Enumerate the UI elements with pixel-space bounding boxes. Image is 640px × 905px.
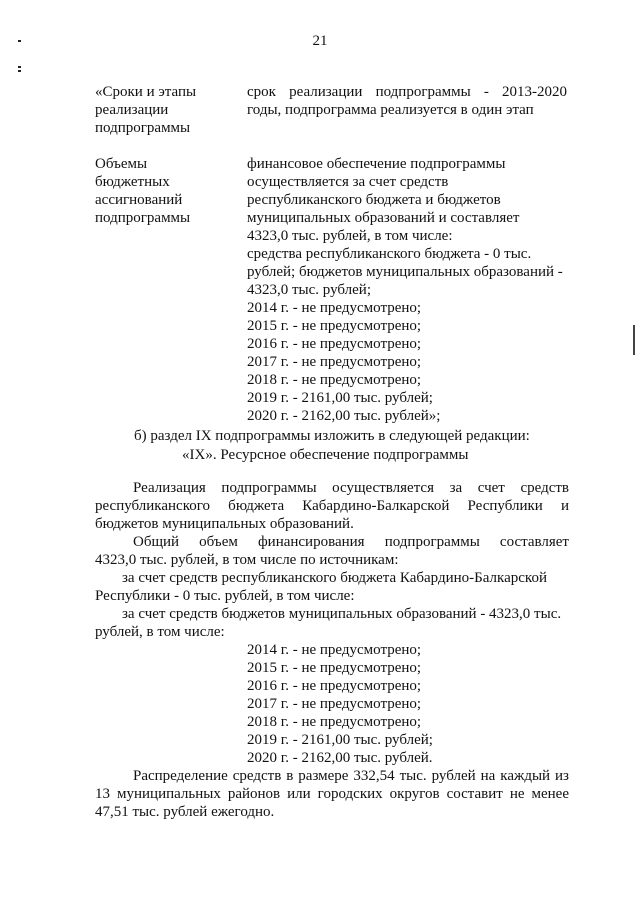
closing-line: 13 муниципальных районов или городских округов составит не менее: [95, 786, 569, 802]
page-number: 21: [312, 33, 328, 49]
table-value-line: 2019 г. - 2161,00 тыс. рублей;: [247, 390, 433, 406]
table-value-line: республиканского бюджета и бюджетов: [247, 192, 501, 208]
table-value-line: финансовое обеспечение подпрограммы: [247, 156, 506, 172]
year-item: 2015 г. - не предусмотрено;: [247, 660, 422, 676]
table-label-line: ассигнований: [95, 192, 183, 208]
body-line: за счет средств бюджетов муниципальных образований - 4323,0 тыс.: [122, 606, 562, 622]
table-value-line: 2016 г. - не предусмотрено;: [247, 336, 422, 352]
table-value-line: муниципальных образований и составляет: [247, 210, 520, 226]
scan-edge-mark: [633, 325, 635, 355]
table-label-line: реализации: [95, 102, 169, 118]
table-value-line: рублей; бюджетов муниципальных образований -: [247, 264, 563, 280]
body-line: Реализация подпрограммы осуществляется за счет средств: [133, 480, 569, 496]
year-item: 2018 г. - не предусмотрено;: [247, 714, 422, 730]
table-value-line: годы, подпрограмма реализуется в один этап: [247, 102, 534, 118]
margin-mark: [18, 66, 21, 68]
table-value-line: 4323,0 тыс. рублей, в том числе:: [247, 228, 453, 244]
table-value-line: 2020 г. - 2162,00 тыс. рублей»;: [247, 408, 441, 424]
table-label-line: Объемы: [95, 156, 148, 172]
section-title: «IX». Ресурсное обеспечение подпрограммы: [182, 447, 469, 463]
body-line: Общий объем финансирования подпрограммы составляет: [133, 534, 569, 550]
body-line: 4323,0 тыс. рублей, в том числе по источникам:: [95, 552, 399, 568]
closing-line: 47,51 тыс. рублей ежегодно.: [95, 804, 275, 820]
body-line: рублей, в том числе:: [95, 624, 225, 640]
table-value-line: средства республиканского бюджета - 0 тыс.: [247, 246, 532, 262]
table-label-line: подпрограммы: [95, 210, 191, 226]
table-value-line: срок реализации подпрограммы - 2013-2020: [247, 84, 567, 100]
table-value-line: 2014 г. - не предусмотрено;: [247, 300, 422, 316]
table-value-line: 2018 г. - не предусмотрено;: [247, 372, 422, 388]
table-label-line: бюджетных: [95, 174, 170, 190]
body-line: республиканского бюджета Кабардино-Балкарской Республики и: [95, 498, 569, 514]
table-label-line: «Сроки и этапы: [95, 84, 197, 100]
table-label-line: подпрограммы: [95, 120, 191, 136]
margin-mark: [18, 40, 21, 42]
table-value-line: 4323,0 тыс. рублей;: [247, 282, 371, 298]
table-value-line: осуществляется за счет средств: [247, 174, 449, 190]
year-item: 2020 г. - 2162,00 тыс. рублей.: [247, 750, 433, 766]
table-value-line: 2017 г. - не предусмотрено;: [247, 354, 422, 370]
year-item: 2019 г. - 2161,00 тыс. рублей;: [247, 732, 433, 748]
body-line: бюджетов муниципальных образований.: [95, 516, 354, 532]
table-value-line: 2015 г. - не предусмотрено;: [247, 318, 422, 334]
margin-mark: [18, 70, 21, 72]
year-item: 2017 г. - не предусмотрено;: [247, 696, 422, 712]
body-line: Республики - 0 тыс. рублей, в том числе:: [95, 588, 355, 604]
year-item: 2016 г. - не предусмотрено;: [247, 678, 422, 694]
amendment-instruction: б) раздел IX подпрограммы изложить в следующей редакции:: [134, 428, 530, 444]
year-item: 2014 г. - не предусмотрено;: [247, 642, 422, 658]
closing-line: Распределение средств в размере 332,54 тыс. рублей на каждый из: [133, 768, 569, 784]
body-line: за счет средств республиканского бюджета Кабардино-Балкарской: [122, 570, 547, 586]
